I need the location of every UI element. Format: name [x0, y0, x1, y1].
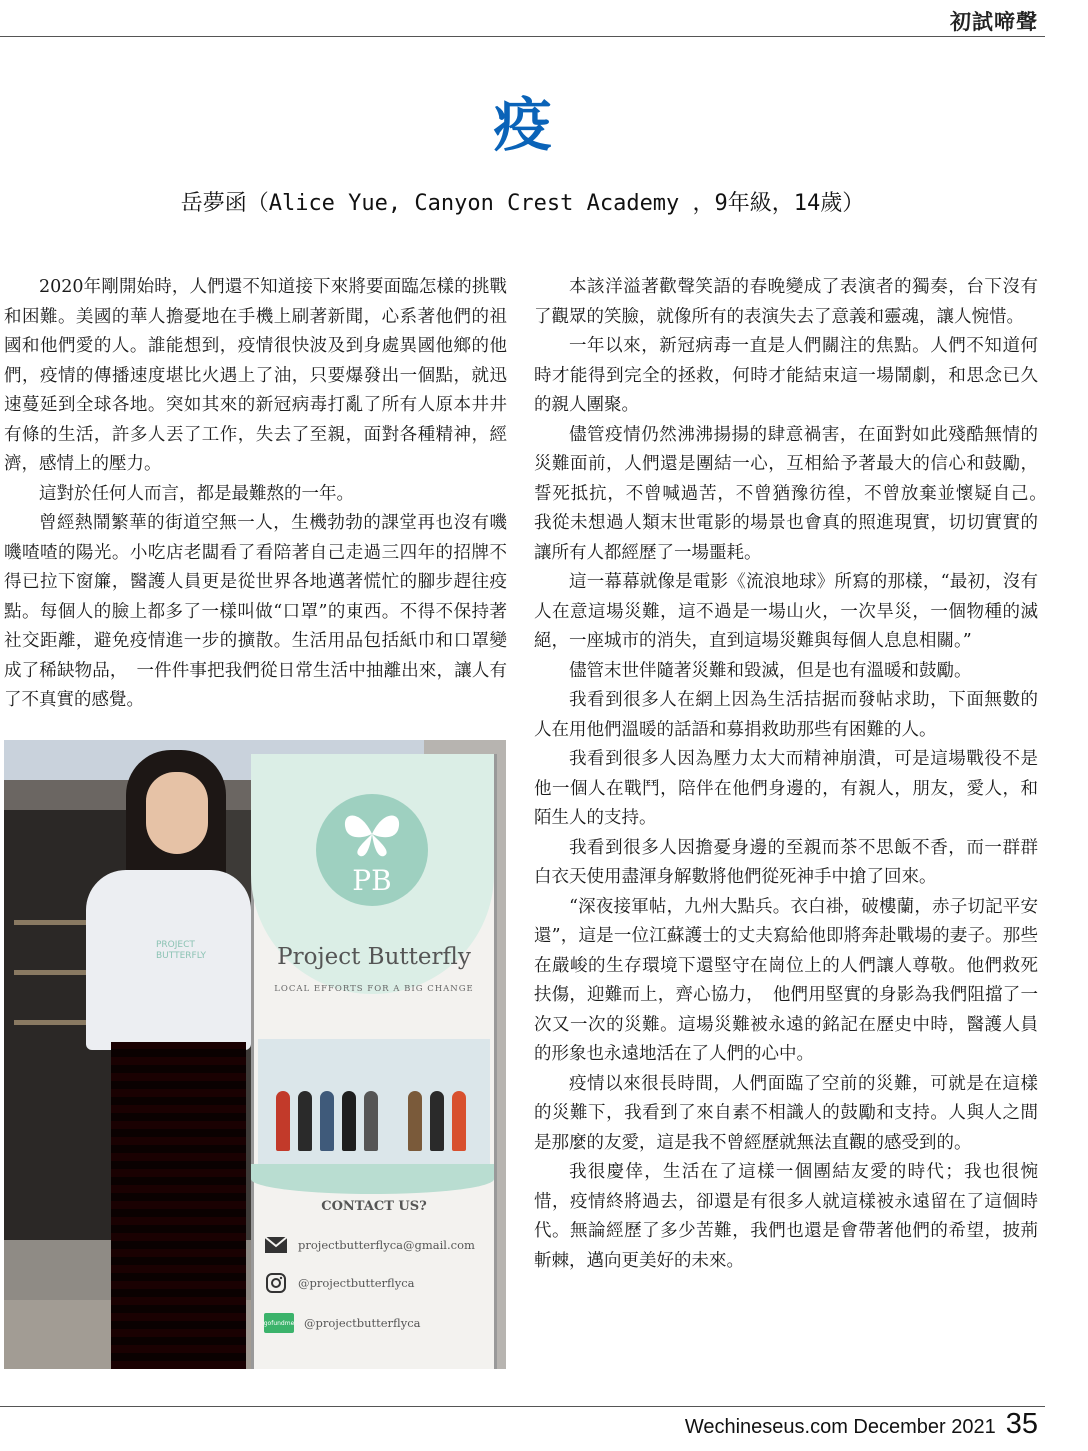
- article-title: 疫: [493, 91, 552, 159]
- page-footer: [685, 1408, 1038, 1441]
- paragraph: 這一幕幕就像是電影《流浪地球》所寫的那樣，“最初，沒有人在意這場災難，這不過是一場山火，一次旱災，一個物種的滅絕，一座城市的消失，直到這場災難與每個人息息相關。”: [534, 572, 1038, 651]
- paragraph: 我看到很多人因為壓力太大而精神崩潰，可是這場戰役不是他一個人在戰鬥，陪伴在他們身邊的，有親人，朋友，愛人，和陌生人的支持。: [534, 749, 1038, 828]
- butterfly-icon-svg: [340, 808, 404, 860]
- paragraph: 我看到很多人在網上因為生活拮据而發帖求助，下面無數的人在用他們溫暖的話語和募捐救助那些有困難的人。: [534, 690, 1038, 740]
- footer-site: Wechineseus.com: [684, 1416, 848, 1438]
- paragraph: 儘管末世伴隨著災難和毀滅，但是也有溫暖和鼓勵。: [569, 660, 972, 681]
- banner-name: Project Butterfly: [277, 944, 471, 970]
- face: [146, 772, 208, 854]
- header-divider: [0, 36, 1045, 37]
- paragraph: “深夜接軍帖，九州大點兵。衣白褂，破樓蘭，赤子切記平安還”，這是一位江蘇護士的丈夫寫給他即將奔赴戰場的妻子。那些在嚴峻的生存環境下還堅守在崗位上的人們讓人尊敬。他們救死扶傷，迎難而上，齊心協力， 他們用堅實的身影為我們阻擋了一次又一次的災難。這場災難被永遠的銘記在歷史中時，醫護人員的形象也永遠地活在了人們的心中。: [534, 896, 1038, 1064]
- paragraph: 一年以來，新冠病毒一直是人們關注的焦點。人們不知道何時才能得到完全的拯救，何時才能結束這一場鬧劇，和思念已久的親人團聚。: [534, 336, 1038, 415]
- contact-title: CONTACT US?: [321, 1199, 427, 1214]
- paragraph: 儘管疫情仍然沸沸揚揚的肆意禍害，在面對如此殘酷無情的災難面前，人們還是團結一心，互相給予著最大的信心和鼓勵，誓死抵抗，不曾喊過苦，不曾猶豫彷徨，不曾放棄並懷疑自己。 我從未想過人類末世電影的場景也會真的照進現實，切切實實的讓所有人都經歷了一場噩耗。: [534, 424, 1056, 563]
- project-butterfly-banner: [251, 754, 497, 1369]
- shirt-print: PROJECT BUTTERFLY: [156, 940, 207, 961]
- contact-gofundme: @projectbutterflyca: [304, 1316, 421, 1330]
- gofundme-icon: [264, 1313, 294, 1333]
- section-label: 初試啼聲: [950, 9, 1038, 34]
- article-byline: 岳夢函（Alice Yue, Canyon Crest Academy ，9年級，14歲）: [180, 191, 865, 216]
- gofundme-badge-text: gofundme: [263, 1319, 295, 1327]
- banner-wave: [251, 1164, 494, 1194]
- envelope-icon: [264, 1235, 288, 1255]
- person: [320, 1091, 334, 1151]
- banner-tagline: LOCAL EFFORTS FOR A BIG CHANGE: [274, 984, 474, 994]
- right-column: [534, 273, 1056, 1276]
- paragraph: 我很慶倖，生活在了這樣一個團結友愛的時代；我也很惋惜，疫情終將過去，卻還是有很多人就這樣被永遠留在了這個時代。無論經歷了多少苦難，我們也還是會帶著他們的希望，披荊斬棘，邁向更美好的未來。: [534, 1162, 1038, 1271]
- paragraph: 曾經熱鬧繁華的街道空無一人，生機勃勃的課堂再也沒有嘰嘰喳喳的陽光。小吃店老闆看了看陪著自己走過三四年的招牌不得已拉下窗簾，醫護人員更是從世界各地邁著慌忙的腳步趕往疫點。每個人的臉上都多了一樣叫做“口罩”的東西。不得不保持著社交距離，避免疫情進一步的擴散。生活用品包括紙巾和口罩變成了稀缺物品， 一件件事把我們從日常生活中抽離出來，讓人有了不真實的感覺。: [4, 513, 507, 710]
- paragraph: 2020年剛開始時，人們還不知道接下來將要面臨怎樣的挑戰和困難。美國的華人擔憂地在手機上刷著新聞，心系著他們的祖國和他們愛的人。誰能想到，疫情很快波及到身處異國他鄉的他們，疫情的傳播速度堪比火遇上了油，只要爆發出一個點，就迅速蔓延到全球各地。突如其來的新冠病毒打亂了所有人原本井井有條的生活，許多人丟了工作，失去了至親，面對各種精神，經濟，感情上的壓力。: [4, 277, 507, 474]
- student-figure: [86, 750, 256, 1369]
- footer-divider: [0, 1406, 1045, 1407]
- person: [276, 1091, 290, 1151]
- person: [452, 1091, 466, 1151]
- contact-gofundme-row: [264, 1310, 494, 1336]
- person: [364, 1091, 378, 1151]
- logo-text: PB: [352, 864, 392, 897]
- person: [408, 1091, 422, 1151]
- plaid-pants: [111, 1042, 246, 1369]
- page-number: 35: [1005, 1408, 1038, 1440]
- t-shirt: [86, 870, 251, 1050]
- person: [430, 1091, 444, 1151]
- paragraph: 本該洋溢著歡聲笑語的春晚變成了表演者的獨奏，台下沒有了觀眾的笑臉，就像所有的表演失去了意義和靈魂，讓人惋惜。: [534, 277, 1038, 327]
- person: [342, 1091, 356, 1151]
- paragraph: 疫情以來很長時間，人們面臨了空前的災難，可就是在這樣的災難下，我看到了來自素不相識人的鼓勵和支持。人與人之間是那麼的友愛，這是我不曾經歷就無法直觀的感受到的。: [534, 1073, 1038, 1153]
- contact-email: projectbutterflyca@gmail.com: [298, 1238, 475, 1252]
- paragraph: 這對於任何人而言，都是最難熬的一年。: [39, 483, 354, 504]
- contact-instagram: @projectbutterflyca: [298, 1276, 415, 1290]
- butterfly-icon: [316, 808, 428, 871]
- contact-email-row: [264, 1232, 494, 1258]
- paragraph: 我看到很多人因擔憂身邊的至親而茶不思飯不香，而一群群白衣天使用盡渾身解數將他們從死神手中搶了回來。: [534, 837, 1038, 887]
- left-column: [4, 273, 507, 716]
- group-photo: [258, 1039, 490, 1171]
- instagram-icon: [264, 1273, 288, 1293]
- footer-date: December 2021: [853, 1416, 996, 1438]
- person: [298, 1091, 312, 1151]
- contact-instagram-row: [264, 1270, 494, 1296]
- article-photo: [4, 740, 506, 1369]
